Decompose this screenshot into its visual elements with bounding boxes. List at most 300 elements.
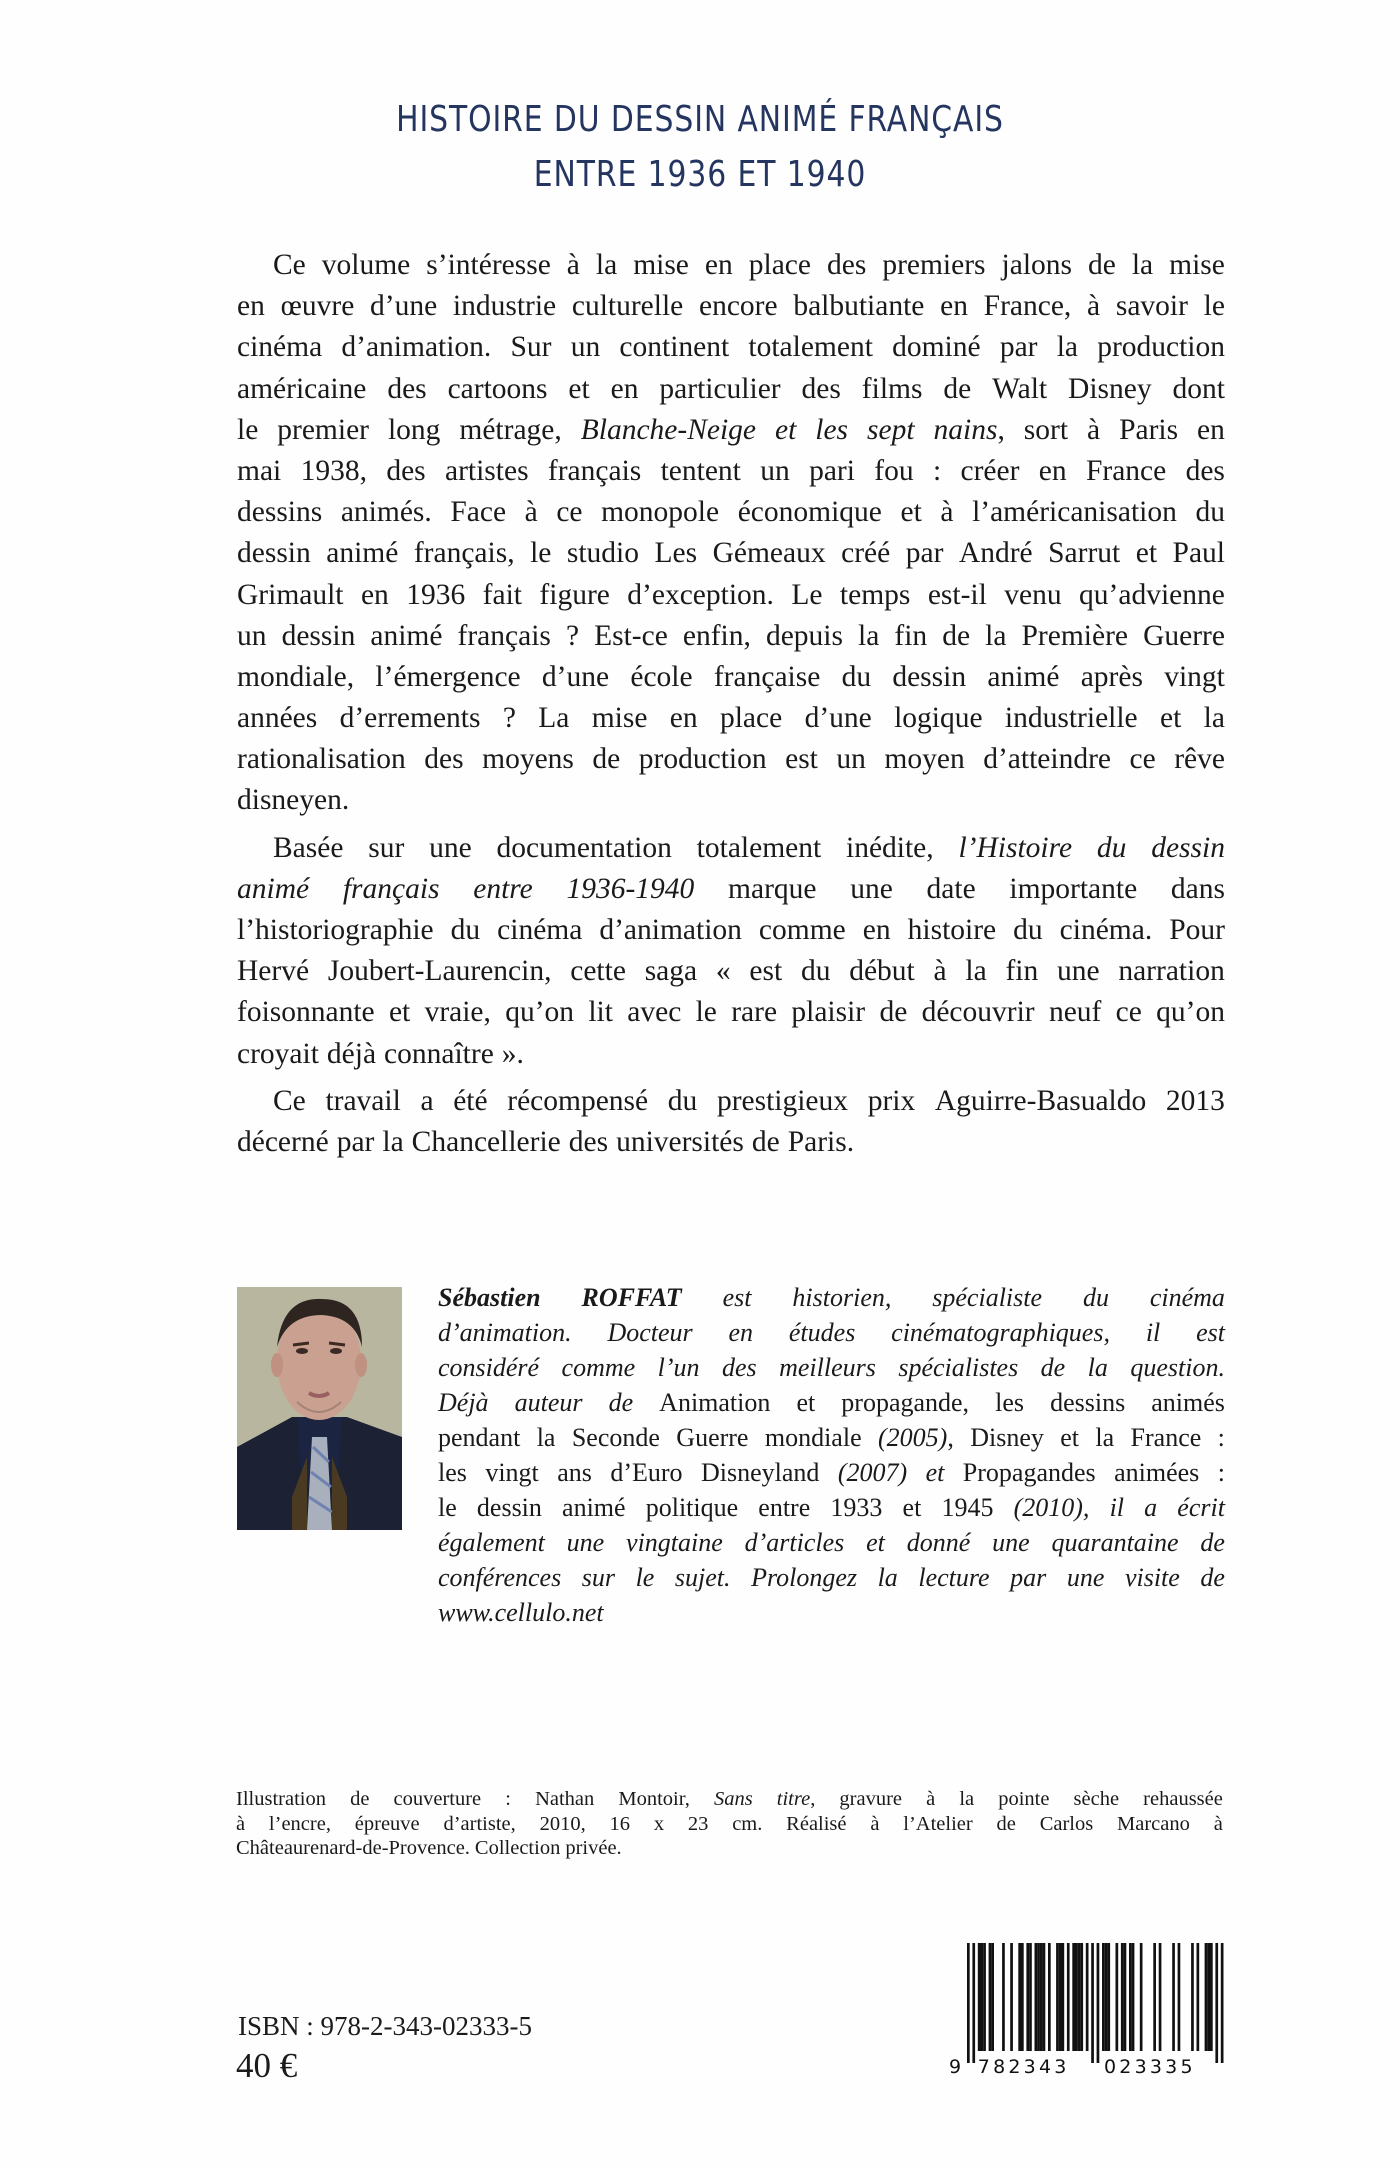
summary-line <box>237 951 1225 992</box>
word: la <box>1203 702 1225 735</box>
word: l’encre, <box>268 1812 331 1835</box>
word: comme <box>758 914 846 946</box>
word: la <box>1095 1423 1115 1452</box>
word: des <box>568 1125 609 1158</box>
word: Sébastien <box>438 1283 541 1312</box>
word: culturelle <box>571 290 684 323</box>
word: 2013 <box>1165 1084 1225 1117</box>
summary-line <box>237 698 1225 739</box>
word: comme <box>561 1353 636 1382</box>
word: vraie, <box>424 996 491 1029</box>
word: ROFFAT <box>581 1283 682 1312</box>
word: la <box>595 249 618 281</box>
barcode-icon <box>945 1940 1235 2080</box>
word: découvrir <box>921 996 1035 1029</box>
word: animés <box>1151 1388 1225 1417</box>
word: mai <box>237 454 282 487</box>
word: une <box>1066 1563 1105 1592</box>
summary-line <box>237 992 1225 1033</box>
word: spécialistes <box>898 1353 1019 1382</box>
word: mondiale, <box>237 660 355 693</box>
summary-line <box>237 369 1225 410</box>
word: titre, <box>776 1788 816 1810</box>
word: 1933 <box>830 1493 883 1522</box>
word: 1945 <box>941 1493 994 1522</box>
word: production <box>1097 331 1225 364</box>
word: artistes <box>444 454 529 487</box>
summary-line <box>237 451 1225 492</box>
summary-line <box>237 828 1225 869</box>
word: ce <box>1115 996 1142 1029</box>
word: d’atteindre <box>983 743 1112 776</box>
word: moyens <box>482 743 574 776</box>
word: du <box>1013 914 1043 946</box>
summary-line <box>237 739 1225 780</box>
word: déjà <box>326 1037 377 1070</box>
word: cinéma <box>497 914 583 946</box>
word: animé <box>370 619 443 652</box>
word: plaisir <box>791 996 866 1029</box>
word: le <box>237 413 259 446</box>
word: et <box>902 1493 922 1522</box>
word: vingtaine <box>626 1528 723 1557</box>
bio-line <box>438 1525 1225 1560</box>
word: lit <box>588 996 613 1029</box>
word: Le <box>791 578 823 611</box>
word: à <box>1213 1812 1223 1835</box>
word: en <box>237 290 265 323</box>
word: est <box>1196 1318 1225 1347</box>
bio-line <box>438 1595 1225 1630</box>
word: conférences <box>438 1563 562 1592</box>
word: temps <box>839 578 911 611</box>
word: les <box>995 1388 1025 1417</box>
word: mise <box>1169 249 1225 281</box>
word: pointe <box>998 1788 1050 1810</box>
word: (2007) <box>837 1458 908 1487</box>
credit-line <box>236 1836 1223 1861</box>
word: 16 <box>609 1812 630 1835</box>
word: Première <box>1021 619 1128 652</box>
word: studio <box>566 537 639 570</box>
word: les <box>438 1458 467 1487</box>
word: entre <box>473 872 533 905</box>
word: industrielle <box>1004 702 1138 735</box>
word: à <box>524 496 538 529</box>
word: la <box>959 1788 975 1810</box>
word: américaine <box>237 372 367 405</box>
word: mise <box>591 702 648 735</box>
word: Sans <box>713 1788 753 1810</box>
word: connaître <box>384 1037 494 1070</box>
word: d’une <box>804 702 872 735</box>
word: Basée <box>273 831 344 864</box>
word: métrage, <box>459 413 562 446</box>
word: couverture <box>393 1788 482 1810</box>
word: de <box>1200 1563 1225 1592</box>
price: 40 € <box>236 2046 298 2085</box>
word: marque <box>728 872 817 905</box>
summary-line <box>237 245 1225 286</box>
word: est <box>749 955 783 988</box>
word: ». <box>501 1037 524 1070</box>
word: La <box>538 702 570 735</box>
word: de <box>1088 249 1116 281</box>
word: l’un <box>657 1353 700 1382</box>
word: saga <box>644 955 698 988</box>
summary-line <box>237 492 1225 533</box>
word: Propagandes <box>962 1458 1096 1487</box>
word: « <box>715 955 731 988</box>
word: une <box>1056 955 1100 988</box>
word: animés. <box>340 496 432 529</box>
word: et <box>866 1528 885 1557</box>
word: française <box>713 660 821 693</box>
word: à <box>1087 290 1101 323</box>
word: d’animation <box>599 914 742 946</box>
word: jalons <box>1001 249 1072 281</box>
word: politique <box>645 1493 739 1522</box>
word: épreuve <box>354 1812 420 1835</box>
word: Est-ce <box>594 619 668 652</box>
word: l’Atelier <box>903 1812 973 1835</box>
word: de <box>943 372 972 405</box>
summary-text <box>237 245 1225 1163</box>
word: cartoons <box>447 372 548 405</box>
word: Blanche-Neige <box>580 413 757 446</box>
word: par <box>336 1125 375 1158</box>
word: et <box>568 372 590 405</box>
paragraph <box>237 1081 1225 1163</box>
summary-line <box>237 286 1225 327</box>
word: la <box>1087 1353 1108 1382</box>
word: ce <box>1129 743 1156 776</box>
credit-line <box>236 1812 1223 1837</box>
word: l’américanisation <box>972 496 1177 529</box>
word: Les <box>654 537 698 570</box>
word: mise <box>633 249 689 281</box>
word: a <box>420 1084 434 1117</box>
word: dessin <box>476 1493 542 1522</box>
word: x <box>653 1812 665 1835</box>
word: premier <box>277 413 369 446</box>
word: et <box>796 1388 816 1417</box>
word: quarantaine <box>1051 1528 1179 1557</box>
word: meilleurs <box>779 1353 876 1382</box>
word: Disney <box>1068 372 1152 405</box>
word: du <box>800 955 831 988</box>
word: place <box>748 249 811 281</box>
word: qu’on <box>505 996 575 1029</box>
word: Chancellerie <box>411 1125 561 1158</box>
word: films <box>861 372 923 405</box>
word: français <box>547 454 642 487</box>
summary-line <box>237 616 1225 657</box>
word: dessin <box>237 537 311 570</box>
word: d’une <box>370 290 438 323</box>
word: Docteur <box>607 1318 693 1347</box>
word: enfin, <box>682 619 751 652</box>
word: donné <box>906 1528 971 1557</box>
word: sur <box>581 1563 616 1592</box>
word: Châteaurenard-de-Provence. <box>236 1837 470 1859</box>
word: cinéma. <box>1059 914 1153 946</box>
word: le <box>530 537 552 570</box>
word: rationalisation <box>237 743 406 776</box>
barcode <box>945 1940 1235 2080</box>
word: dessins <box>237 496 323 529</box>
word: www.cellulo.net <box>438 1598 604 1627</box>
word: Animation <box>659 1388 771 1417</box>
word: également <box>438 1528 545 1557</box>
summary-line <box>237 533 1225 574</box>
word: figure <box>539 578 610 611</box>
svg-text:9: 9 <box>949 2056 965 2078</box>
word: Joubert-Laurencin, <box>327 955 552 988</box>
portrait-image <box>237 1287 402 1530</box>
word: industrie <box>452 290 557 323</box>
word: cette <box>570 955 626 988</box>
word: ce <box>556 496 583 529</box>
paragraph <box>237 245 1225 822</box>
word: Marcano <box>1117 1812 1190 1835</box>
word: d’errements <box>339 702 481 735</box>
word: 2010, <box>539 1812 586 1835</box>
word: et <box>1160 702 1182 735</box>
word: d’Euro <box>610 1458 683 1487</box>
summary-line <box>237 327 1225 368</box>
word: du <box>667 1084 698 1117</box>
word: du <box>841 660 872 693</box>
word: animé <box>562 1493 626 1522</box>
word: date <box>926 872 976 905</box>
word: créer <box>960 454 1020 487</box>
word: rare <box>731 996 778 1029</box>
bio-line <box>438 1315 1225 1350</box>
word: sur <box>368 831 405 864</box>
svg-text:782343: 782343 <box>977 2056 1070 2078</box>
word: la <box>877 1563 898 1592</box>
word: animées <box>1114 1458 1200 1487</box>
word: Ce <box>273 1084 306 1117</box>
word: Gémeaux <box>712 537 826 570</box>
word: en <box>360 578 389 611</box>
word: venu <box>1004 578 1062 611</box>
word: qu’on <box>1156 996 1225 1029</box>
word: la <box>1131 249 1154 281</box>
word: l’historiographie <box>237 914 434 946</box>
word: il <box>1145 1318 1161 1347</box>
word: en <box>610 372 639 405</box>
word: à <box>940 496 954 529</box>
bio-line <box>438 1560 1225 1595</box>
word: et <box>388 996 411 1029</box>
word: Guerre <box>676 1423 749 1452</box>
bio-line <box>438 1455 1225 1490</box>
word: balbutiante <box>793 290 925 323</box>
word: logique <box>894 702 983 735</box>
word: moyen <box>884 743 965 776</box>
word: ans <box>557 1458 592 1487</box>
word: d’animation. <box>438 1318 572 1347</box>
word: pendant <box>438 1423 521 1452</box>
word: en <box>1197 413 1225 446</box>
word: la <box>536 1423 556 1452</box>
word: années <box>237 702 318 735</box>
word: fin <box>1005 955 1039 988</box>
word: Carlos <box>1039 1812 1094 1835</box>
word: de <box>879 996 908 1029</box>
word: totalement <box>696 831 822 864</box>
word: spécialiste <box>932 1283 1043 1312</box>
word: des <box>826 249 867 281</box>
word: France <box>1130 1423 1202 1452</box>
word: d’artiste, <box>443 1812 516 1835</box>
word: écrit <box>1177 1493 1225 1522</box>
word: le <box>438 1493 457 1522</box>
word: à <box>926 1788 936 1810</box>
word: historien, <box>792 1283 892 1312</box>
word: premiers <box>882 249 986 281</box>
word: Ce <box>273 249 306 281</box>
word: Collection <box>474 1837 561 1859</box>
word: des <box>424 743 464 776</box>
word: en <box>704 249 733 281</box>
summary-line <box>237 1034 1225 1075</box>
word: vingt <box>485 1458 539 1487</box>
word: mondiale <box>764 1423 862 1452</box>
word: début <box>849 955 915 988</box>
author-photo <box>237 1287 402 1530</box>
word: en <box>728 1318 754 1347</box>
word: en <box>669 702 698 735</box>
word: Nathan <box>535 1788 595 1810</box>
word: récompensé <box>507 1084 649 1117</box>
word: d’articles <box>744 1528 845 1557</box>
word: été <box>453 1084 488 1117</box>
word: à <box>933 955 947 988</box>
word: est <box>722 1283 752 1312</box>
word: monopole <box>601 496 720 529</box>
word: il <box>1109 1493 1125 1522</box>
word: animé <box>326 537 399 570</box>
word: rêve <box>1174 743 1225 776</box>
word: une <box>992 1528 1030 1557</box>
word: cm. <box>732 1812 763 1835</box>
word: en <box>862 914 891 946</box>
word: Disneyland <box>700 1458 820 1487</box>
word: du <box>1096 831 1127 864</box>
word: à <box>566 249 580 281</box>
word: d’exception. <box>627 578 774 611</box>
word: vingt <box>1164 660 1225 693</box>
word: sept <box>867 413 915 446</box>
word: de <box>751 1125 780 1158</box>
word: 1936 <box>406 578 466 611</box>
book-title <box>0 92 1400 202</box>
word: France <box>1085 454 1167 487</box>
word: Montoir, <box>618 1788 690 1810</box>
word: qu’advienne <box>1079 578 1225 611</box>
word: est <box>785 743 818 776</box>
word: nains, <box>933 413 1005 446</box>
word: savoir <box>1115 290 1188 323</box>
summary-line <box>237 657 1225 698</box>
word: prestigieux <box>716 1084 849 1117</box>
word: de <box>1200 1528 1225 1557</box>
word: Illustration <box>236 1788 326 1810</box>
word: par <box>905 537 944 570</box>
title-line-1: HISTOIRE DU DESSIN ANIMÉ FRANÇAIS <box>396 99 1004 140</box>
word: français <box>342 872 440 905</box>
bio-line <box>438 1350 1225 1385</box>
summary-line <box>237 1081 1225 1122</box>
word: Walt <box>992 372 1048 405</box>
summary-line <box>237 1122 1225 1163</box>
word: entre <box>758 1493 811 1522</box>
word: Paul <box>1172 537 1225 570</box>
word: : <box>1217 1423 1225 1452</box>
word: production <box>638 743 767 776</box>
word: des <box>387 372 427 405</box>
word: place <box>719 702 783 735</box>
word: Guerre <box>1143 619 1225 652</box>
word: cinéma <box>1149 1283 1225 1312</box>
word: Disney <box>970 1423 1044 1452</box>
word: et <box>1060 1423 1080 1452</box>
word: d’une <box>541 660 610 693</box>
word: et <box>900 496 922 529</box>
word: : <box>932 454 942 487</box>
word: en <box>1038 454 1067 487</box>
word: un <box>836 743 866 776</box>
word: visite <box>1124 1563 1180 1592</box>
word: rehaussée <box>1143 1788 1223 1810</box>
word: de <box>608 1388 634 1417</box>
word: dont <box>1172 372 1225 405</box>
cover-credit <box>236 1787 1223 1861</box>
word: Face <box>450 496 507 529</box>
word: des <box>386 454 426 487</box>
summary-line <box>237 410 1225 451</box>
word: à <box>236 1812 246 1835</box>
word: par <box>1010 1563 1047 1592</box>
word: l’Histoire <box>958 831 1073 864</box>
word: long <box>387 413 441 446</box>
credit-line <box>236 1787 1223 1812</box>
word: Sur <box>510 331 552 364</box>
word: disneyen. <box>237 784 350 817</box>
word: les <box>815 413 849 446</box>
word: Paris. <box>787 1125 855 1158</box>
word: 1936-1940 <box>566 872 695 905</box>
summary-line <box>237 575 1225 616</box>
word: privée. <box>565 1837 622 1859</box>
svg-text:023335: 023335 <box>1104 2056 1196 2078</box>
word: Grimault <box>237 578 344 611</box>
word: continent <box>619 331 730 364</box>
word: de <box>942 619 971 652</box>
word: le <box>1203 290 1225 323</box>
word: neuf <box>1048 996 1102 1029</box>
word: la <box>965 955 987 988</box>
word: est-il <box>927 578 987 611</box>
word: un <box>570 331 601 364</box>
word: importante <box>1009 872 1138 905</box>
word: narration <box>1118 955 1225 988</box>
word: une <box>429 831 472 864</box>
word: des <box>801 372 841 405</box>
